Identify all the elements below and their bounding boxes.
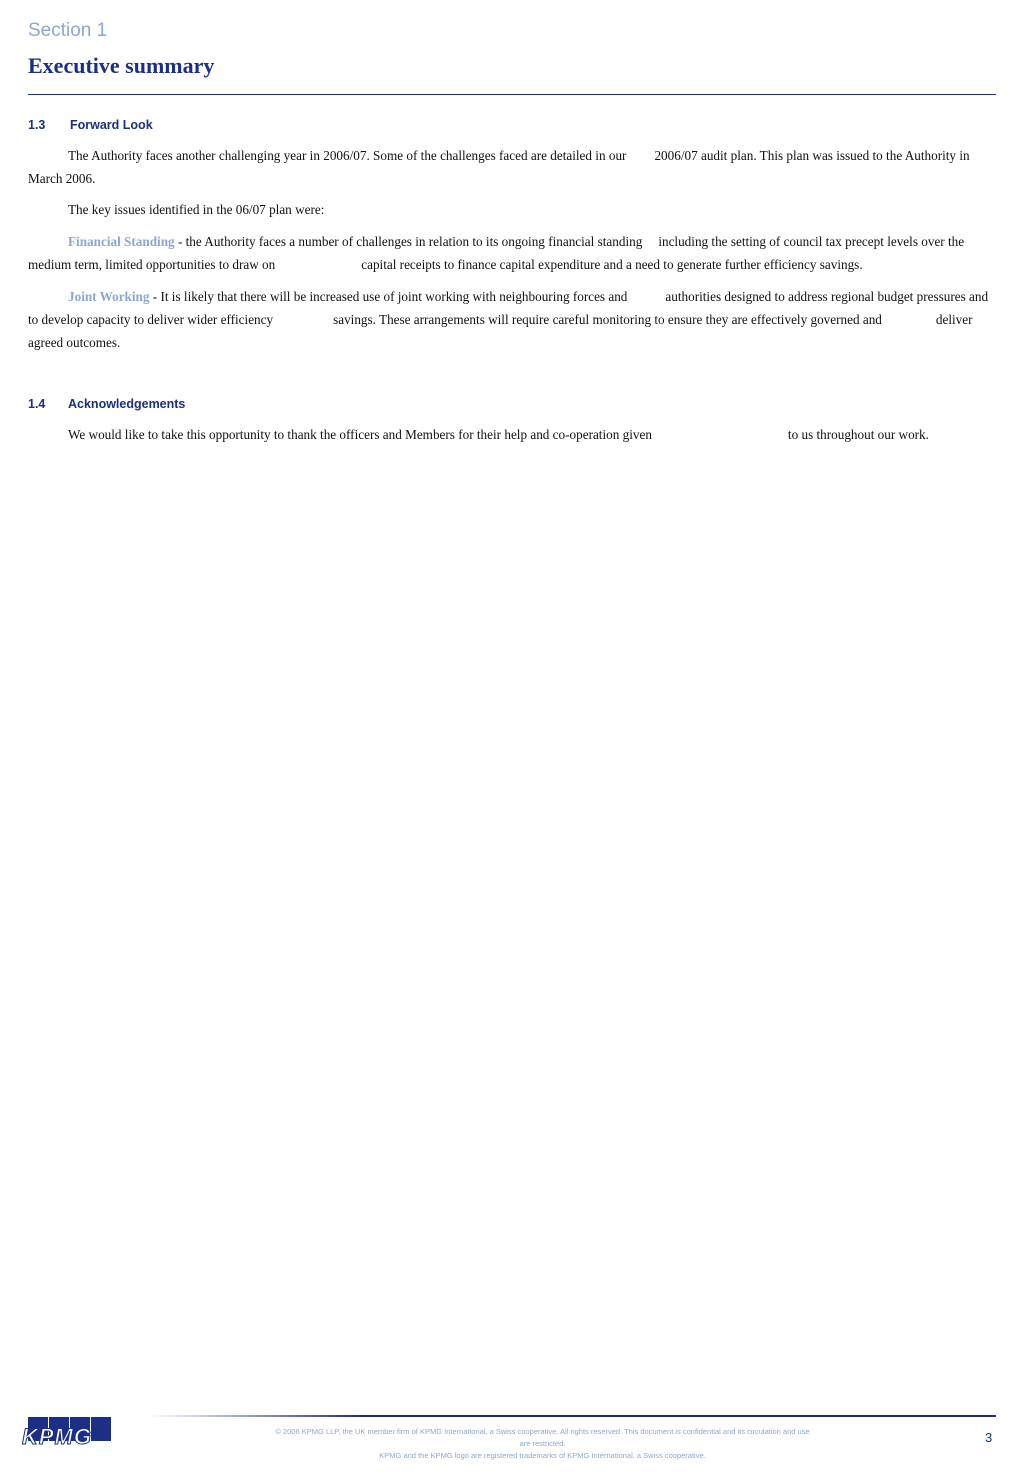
- section-number: 1.3: [28, 118, 46, 132]
- paragraph-text: deliver agreed outcomes.: [28, 312, 973, 350]
- title-divider: [28, 94, 996, 95]
- term-joint-working: Joint Working: [68, 289, 150, 304]
- paragraph-financial-standing: [28, 230, 996, 276]
- kpmg-logo: [22, 1417, 112, 1449]
- paragraph-forward-look-intro: [28, 144, 996, 190]
- paragraph-text: The Authority faces another challenging year in 2006/07. Some of the challenges faced are detailed in our: [68, 148, 627, 163]
- paragraph-text: 2006/07 audit plan. This plan was issued to the Authority in March 2006.: [28, 148, 970, 186]
- page-title: Executive summary: [28, 53, 215, 78]
- page-number: 3: [985, 1430, 993, 1445]
- paragraph-text: authorities designed to address regional budget pressures and to develop capacity to deliver wider efficiency: [28, 289, 989, 327]
- paragraph-text: including the setting of council tax precept levels over the medium term, limited opportunities to draw on: [28, 234, 965, 272]
- footer-divider: [150, 1415, 996, 1417]
- paragraph-text: We would like to take this opportunity to thank the officers and Members for their help and co-operation given: [68, 427, 652, 442]
- section-label: Section 1: [28, 20, 108, 41]
- paragraph-key-issues: [28, 198, 996, 221]
- section-heading-acknowledgements: [28, 397, 185, 411]
- paragraph-text: to us throughout our work.: [787, 427, 929, 442]
- paragraph-joint-working: [28, 285, 996, 354]
- paragraph-text: capital receipts to finance capital expenditure and a need to generate further efficiency savings.: [361, 257, 863, 272]
- paragraph-text: - It is likely that there will be increased use of joint working with neighbouring forces and: [149, 289, 628, 304]
- section-heading-text: Forward Look: [70, 118, 153, 132]
- term-financial-standing: Financial Standing: [68, 234, 175, 249]
- logo-lettering: KPMG: [22, 1424, 92, 1449]
- footer-trademark-line: KPMG and the KPMG logo are registered trademarks of KPMG International, a Swiss cooperative.: [379, 1451, 706, 1460]
- section-number: 1.4: [28, 397, 46, 411]
- paragraph-acknowledgements: [28, 423, 996, 446]
- footer-legal-text: [255, 1426, 830, 1462]
- section-heading-forward-look: [28, 118, 153, 132]
- footer-copyright-line: © 2006 KPMG LLP, the UK member firm of KPMG International, a Swiss cooperative. All rights reserved. This document is confidential and its circulation and use: [275, 1427, 810, 1436]
- paragraph-text: The key issues identified in the 06/07 plan were:: [68, 202, 325, 217]
- section-heading-text: Acknowledgements: [68, 397, 186, 411]
- footer-copyright-line: are restricted.: [519, 1439, 566, 1448]
- paragraph-text: savings. These arrangements will require careful monitoring to ensure they are effectively governed and: [333, 312, 882, 327]
- paragraph-text: - the Authority faces a number of challenges in relation to its ongoing financial standing: [174, 234, 643, 249]
